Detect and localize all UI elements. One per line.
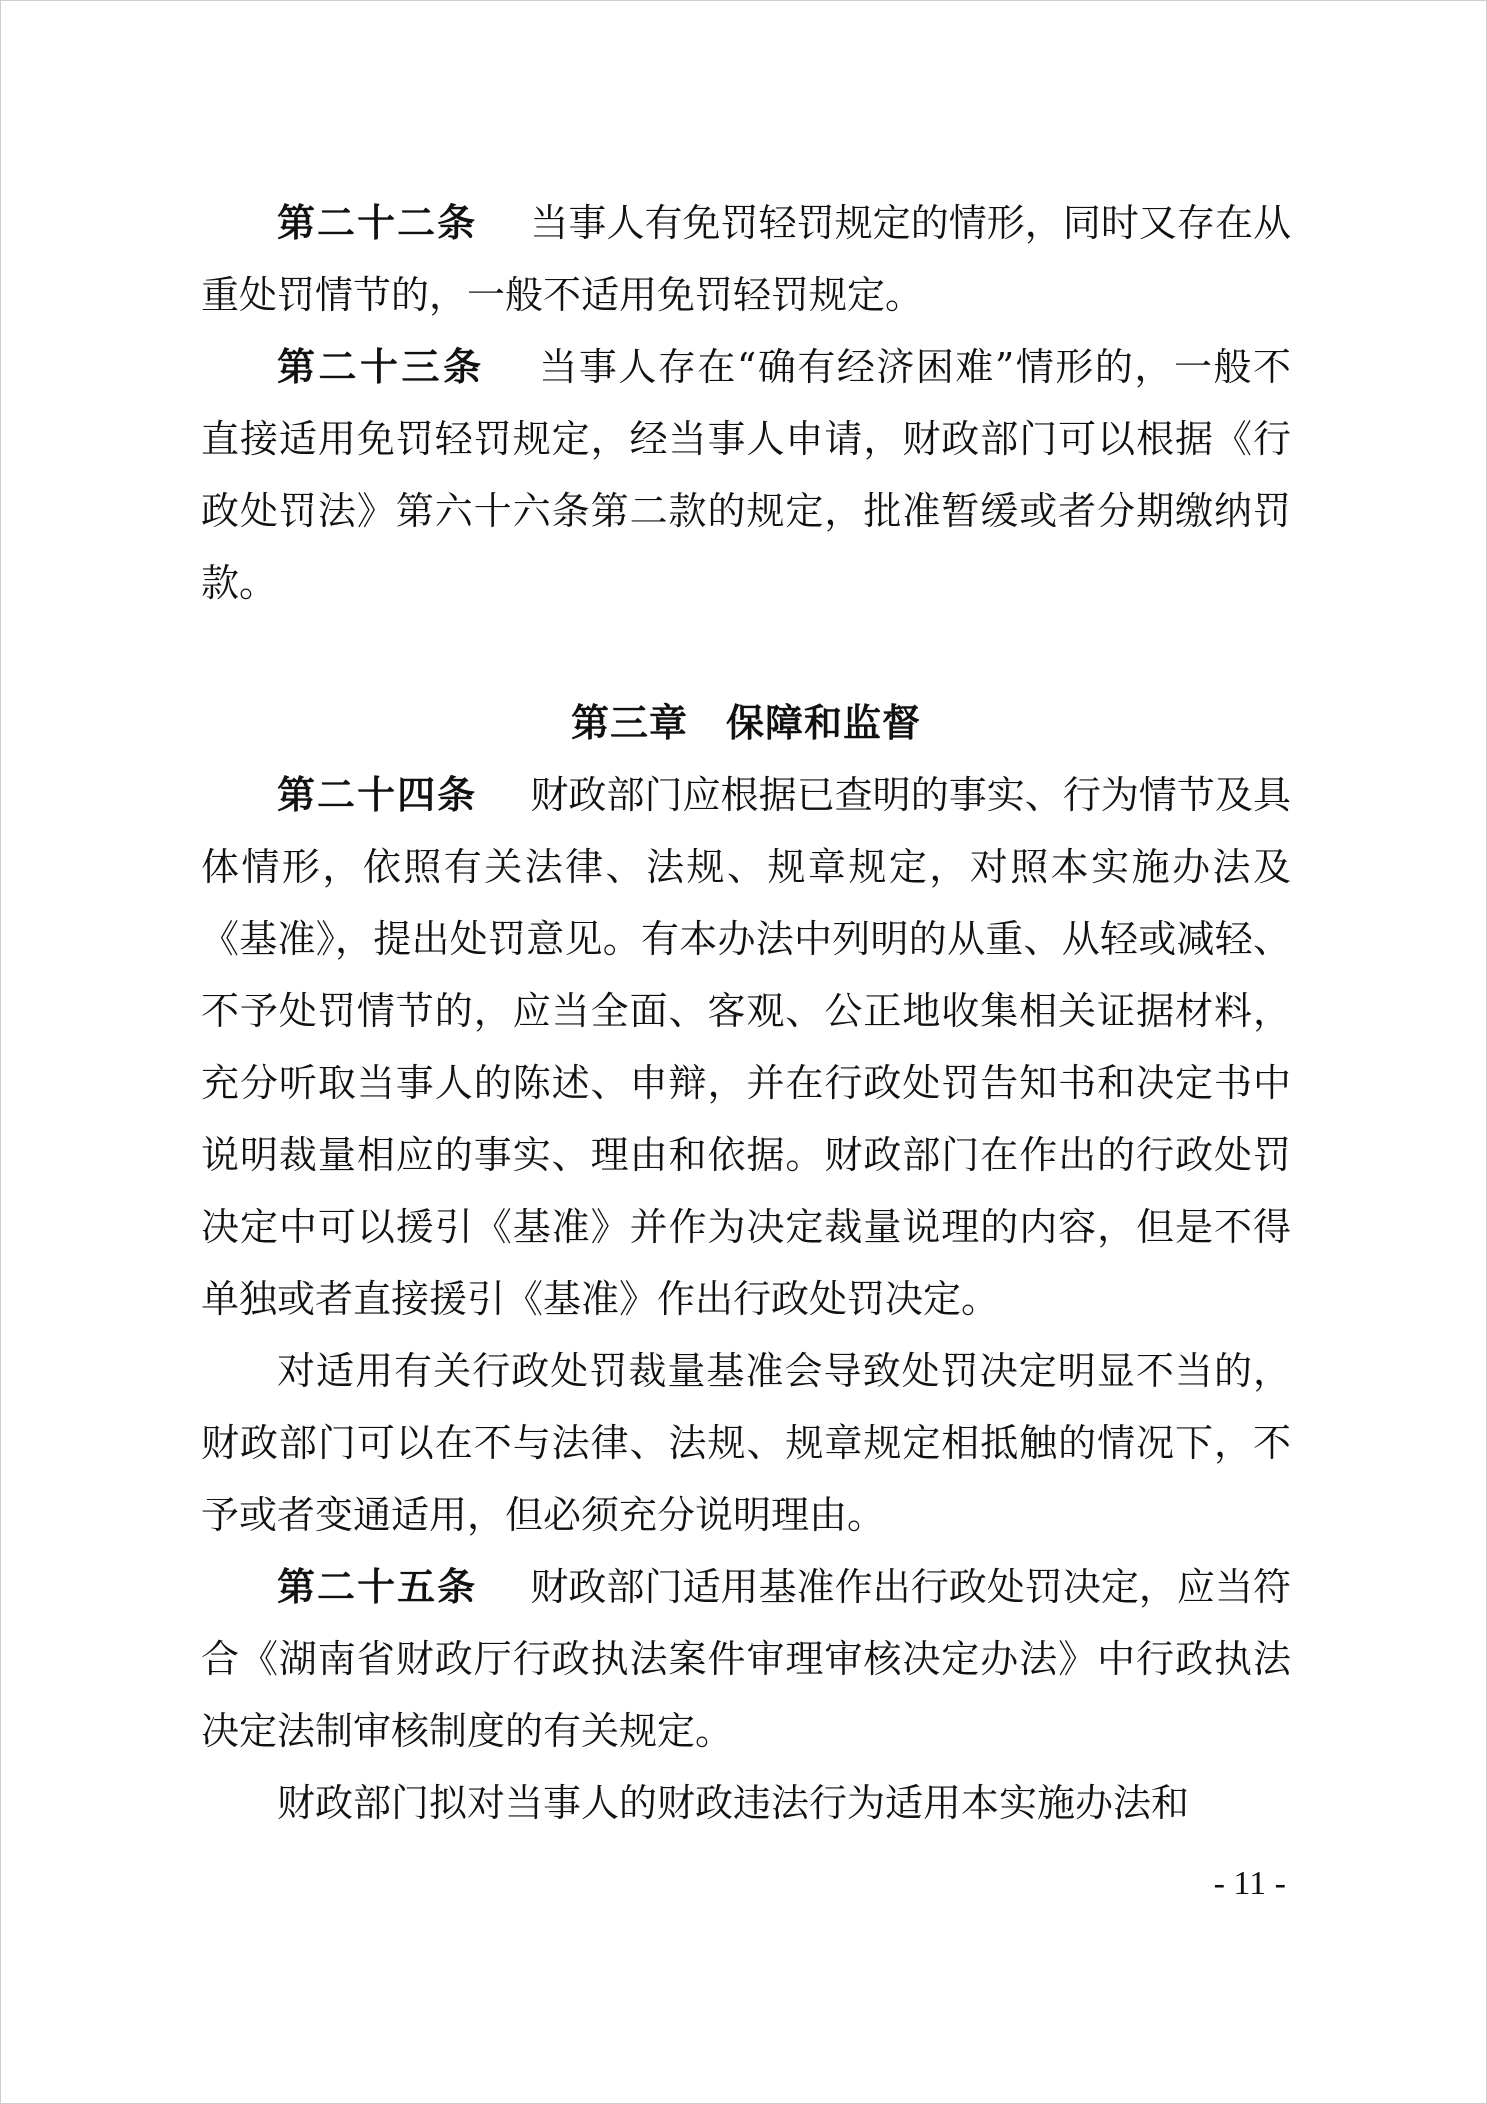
page-number: - 11 - xyxy=(1213,1865,1286,1902)
chapter-title: 保障和监督 xyxy=(726,700,922,745)
article-number: 第二十二条 xyxy=(277,200,478,245)
article-24-paragraph-2: 对适用有关行政处罚裁量基准会导致处罚决定明显不当的，财政部门可以在不与法律、法规、规章规定相抵触的情况下，不予或者变通适用，但必须充分说明理由。 xyxy=(201,1349,1291,1537)
article-text: 财政部门应根据已查明的事实、行为情节及具体情形，依照有关法律、法规、规章规定，对照本实施办法及《基准》，提出处罚意见。有本办法中列明的从重、从轻或减轻、不予处罚情节的，应当全面、客观、公正地收集相关证据材料，充分听取当事人的陈述、申辩，并在行政处罚告知书和决定书中说明裁量相应的事实、理由和依据。财政部门在作出的行政处罚决定中可以援引《基准》并作为决定裁量说理的内容，但是不得单独或者直接援引《基准》作出行政处罚决定。 xyxy=(201,773,1291,1321)
article-number: 第二十五条 xyxy=(277,1564,478,1609)
article-23 xyxy=(201,331,1291,619)
article-text: 当事人存在“确有经济困难”情形的，一般不直接适用免罚轻罚规定，经当事人申请，财政部门可以根据《行政处罚法》第六十六条第二款的规定，批准暂缓或者分期缴纳罚款。 xyxy=(201,345,1291,605)
article-text: 当事人有免罚轻罚规定的情形，同时又存在从重处罚情节的，一般不适用免罚轻罚规定。 xyxy=(201,201,1291,317)
article-24 xyxy=(201,759,1291,1335)
article-number: 第二十三条 xyxy=(277,344,485,389)
chapter-heading xyxy=(201,687,1291,759)
article-25 xyxy=(201,1551,1291,1767)
article-text: 财政部门适用基准作出行政处罚决定，应当符合《湖南省财政厅行政执法案件审理审核决定办法》中行政执法决定法制审核制度的有关规定。 xyxy=(201,1565,1291,1753)
article-22 xyxy=(201,187,1291,331)
article-25-paragraph-2: 财政部门拟对当事人的财政违法行为适用本实施办法和 xyxy=(277,1781,1190,1825)
chapter-number: 第三章 xyxy=(570,700,688,745)
document-body xyxy=(201,187,1291,1839)
article-number: 第二十四条 xyxy=(277,772,478,817)
